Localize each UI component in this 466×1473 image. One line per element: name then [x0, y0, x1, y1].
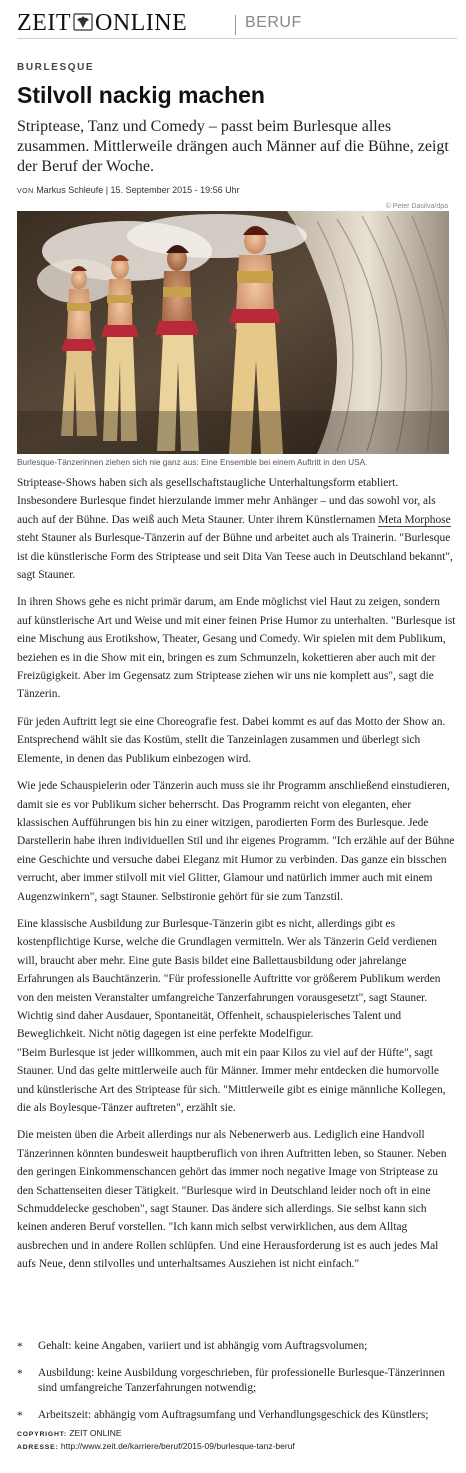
byline-prefix: VON	[17, 188, 34, 195]
paragraph-2: In ihren Shows gehe es nicht primär darum, am Ende möglichst viel Haut zu zeigen, sondern auf künstlerische Art und Weise und mit einer feinen Prise Humor zu unterhalten. "Burlesque ist eine Mischung aus Erotikshow, Theater, Gesang und Comedy. Wir spielen mit dem Publikum, beziehen es in die Show mit ein, bringen es zum Schmunzeln, kokettieren aber auch mit der Freizügigkeit. Aber im Gegensatz zum Striptease ziehen wir uns nie komplett aus", sagt die Tänzerin.	[17, 596, 456, 701]
brand-online: ONLINE	[94, 10, 188, 36]
paragraph-1	[17, 474, 457, 584]
copyright-label: COPYRIGHT:	[17, 1431, 67, 1438]
section-label[interactable]: BERUF	[245, 14, 302, 31]
article-summary: Striptease, Tanz und Comedy – passt beim Burlesque alles zusammen. Mittlerweile drängen auch Männer auf die Bühne, zeigt der Beruf der Woche.	[17, 118, 449, 175]
copyright-value: ZEIT ONLINE	[69, 1428, 122, 1438]
fact-bullet: *	[17, 1368, 23, 1380]
eagle-seal-icon	[72, 11, 94, 33]
address-line	[17, 1441, 295, 1454]
fact-working-hours: Arbeitszeit: abhängig vom Auftragsumfang und Verhandlungsgeschick des Künstlers;	[38, 1409, 429, 1421]
photo-caption: Burlesque-Tänzerinnen ziehen sich nie ganz aus: Eine Ensemble bei einem Auftritt in den USA.	[17, 457, 368, 467]
paragraph-1-start: Striptease-Shows haben sich als gesellschaftstaugliche Unterhaltungsform etabliert. Insbesondere Burlesque findet hierzulande immer mehr Anhänger – und das sowohl vor, als auch auf der Bühne. Das weiß auch Meta Stauner. Unter ihrem Künstlernamen	[17, 477, 436, 526]
address-label: ADRESSE:	[17, 1443, 59, 1451]
fact-salary: Gehalt: keine Angaben, variiert und ist abhängig vom Auftragsvolumen;	[38, 1340, 368, 1352]
paragraph-4: Wie jede Schauspielerin oder Tänzerin auch muss sie ihr Programm anschließend einstudieren, damit sie es vor Publikum sicher beherrscht. Das Programm reicht von eleganten, eher klassischen Aufführungen bis hin zu einer witzigen, parodierten Form des Burlesque. Jede Darstellerin habe ihren individuellen Stil und ihr eigenes Programm. "Ich erzähle auf der Bühne eine Geschichte und versuche dabei Eleganz mit Humor zu verbinden. Das ganze ein bisschen verrucht, aber immer stilvoll mit viel Glitter, Glamour und natürlich immer auch mit einem Augenzwinkern", sagt Stauner. Selbstironie gehört für sie zum Tanzstil.	[17, 780, 455, 903]
address-url[interactable]: http://www.zeit.de/karriere/beruf/2015-09/burlesque-tanz-beruf	[60, 1440, 295, 1451]
fact-item	[17, 1366, 457, 1396]
masthead	[17, 9, 457, 39]
brand-zeit: ZEIT	[17, 10, 71, 36]
meta-morphose-link[interactable]: Meta Morphose	[378, 513, 451, 526]
paragraph-5: Eine klassische Ausbildung zur Burlesque-Tänzerin gibt es nicht, allerdings gibt es kostenpflichtige Kurse, welche die Grundlagen vermitteln. Wer als Tänzerin Geld verdienen will, braucht aber mehr. Eine gute Basis bildet eine Ballettausbildung oder jahrelange Erfahrungen als Bauchtänzerin. "Für professionelle Auftritte vor größerem Publikum werden von den meisten Veranstalter umfangreiche Tanzerfahrungen vorausgesetzt", sagt Stauner. Wichtig sind daher Ausdauer, Spontaneität, Offenheit, schauspielerisches Talent und Beweglichkeit. Nicht nötig dagegen ist eine perfekte Modelfigur.	[17, 917, 441, 1041]
fact-item	[17, 1408, 457, 1423]
article-kicker: BURLESQUE	[17, 62, 95, 73]
copyright-line	[17, 1428, 295, 1441]
paragraph-1-end: steht Stauner als Burlesque-Tänzerin auf der Bühne und arbeitet auch als Trainerin. "Burlesque ist die künstlerische Form des Striptease und seit Dita Van Teese auch in Deutschland bekannt", sagt Stauner.	[17, 532, 453, 582]
facts-list	[17, 1339, 457, 1435]
print-footer	[17, 1428, 295, 1453]
byline-text: Markus Schleufe | 15. September 2015 - 19:56 Uhr	[36, 185, 240, 195]
fact-bullet: *	[17, 1410, 23, 1422]
masthead-divider	[235, 15, 236, 35]
zeit-online-logo[interactable]	[17, 9, 187, 37]
article-photo	[17, 211, 449, 454]
paragraph-6: "Beim Burlesque ist jeder willkommen, auch mit ein paar Kilos zu viel auf der Hüfte", sagt Stauner. Und das gelte mittlerweile auch für Männer. Immer mehr entdecken die humorvolle und künstlerische Art des Striptease für sich. "Mittlerweile gibt es einige männliche Kollegen, die als Boylesque-Tänzer auftreten", erzählt sie.	[17, 1046, 446, 1114]
article-body	[17, 474, 457, 1283]
fact-bullet: *	[17, 1341, 23, 1353]
burlesque-dancers-image	[17, 211, 449, 454]
paragraph-3: Für jeden Auftritt legt sie eine Choreografie fest. Dabei kommt es auf das Motto der Show an. Entsprechend wählt sie das Kostüm, stellt die Tanzeinlagen zusammen und überlegt sich Elemente, in denen das Publikum einbezogen wird.	[17, 715, 446, 765]
fact-item	[17, 1339, 457, 1354]
fact-training: Ausbildung: keine Ausbildung vorgeschrieben, für professionelle Burlesque-Tänzerinnen sind umfangreiche Tanzerfahrungen notwendig;	[38, 1367, 445, 1394]
article-headline: Stilvoll nackig machen	[17, 82, 265, 108]
image-credit: © Peter Dasilva/dpa	[385, 203, 448, 210]
article-byline	[17, 185, 240, 195]
paragraph-7: Die meisten üben die Arbeit allerdings nur als Nebenerwerb aus. Lediglich eine Handvoll Tänzerinnen könnten bundesweit hauptberuflich von ihren Auftritten leben, so Stauner. Neben den geringen Einkommenschancen gehört das immer noch negative Image von Striptease zu den Schattenseiten dieser Tätigkeit. "Burlesque wird in Deutschland leider noch oft in eine Schmuddelecke geschoben", sagt Stauner. Das ändere sich allerdings. Sie selbst kann sich keinen anderen Beruf vorstellen. "Ich kann mich selbst verwirklichen, aus dem Alltag ausbrechen und in andere Rollen schlüpfen. Und eine Herausforderung ist es auch jedes Mal aufs Neue, denn stilvolles und unterhaltsames Ausziehen ist nicht einfach."	[17, 1129, 447, 1271]
